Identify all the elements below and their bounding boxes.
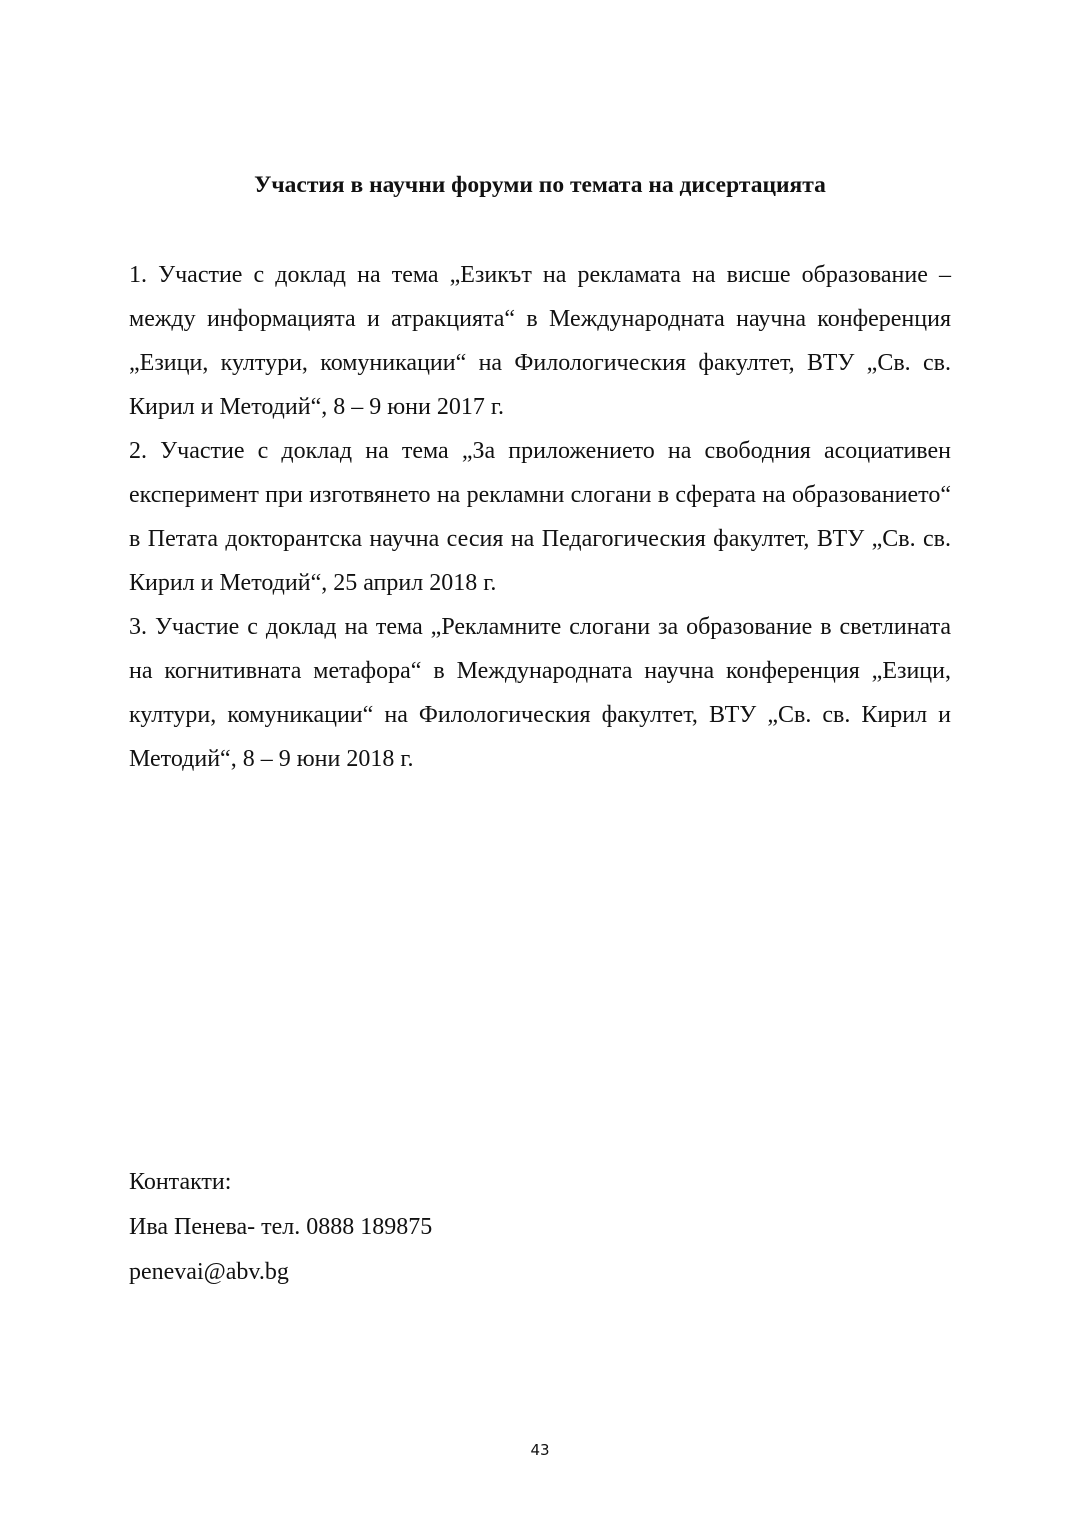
contacts-label: Контакти: — [129, 1169, 232, 1195]
page-number: 43 — [530, 1441, 550, 1459]
list-item: 1. Участие с доклад на тема „Езикът на рекламата на висше образование – между информацията и атракцията“ в Международната научна конференция „Езици, култури, комуникации“ на Филологическия факултет, ВТУ „Св. св. Кирил и Методий“, 8 – 9 юни 2017 г. — [129, 262, 951, 420]
forum-list — [129, 253, 951, 781]
contact-email: penevai@abv.bg — [129, 1259, 289, 1285]
list-item: 2. Участие с доклад на тема „За приложението на свободния асоциативен експеримент при изготвянето на рекламни слогани в сферата на образованието“ в Петата докторантска научна сесия на Педагогическия факултет, ВТУ „Св. св. Кирил и Методий“, 25 април 2018 г. — [129, 438, 951, 596]
contact-person: Ива Пенева- тел. 0888 189875 — [129, 1214, 433, 1240]
contacts-block — [129, 1160, 951, 1295]
page-title: Участия в научни форуми по темата на дисертацията — [254, 172, 826, 198]
list-item: 3. Участие с доклад на тема „Рекламните слогани за образование в светлината на когнитивната метафора“ в Международната научна конференция „Езици, култури, комуникации“ на Филологическия факултет, ВТУ „Св. св. Кирил и Методий“, 8 – 9 юни 2018 г. — [129, 614, 951, 772]
